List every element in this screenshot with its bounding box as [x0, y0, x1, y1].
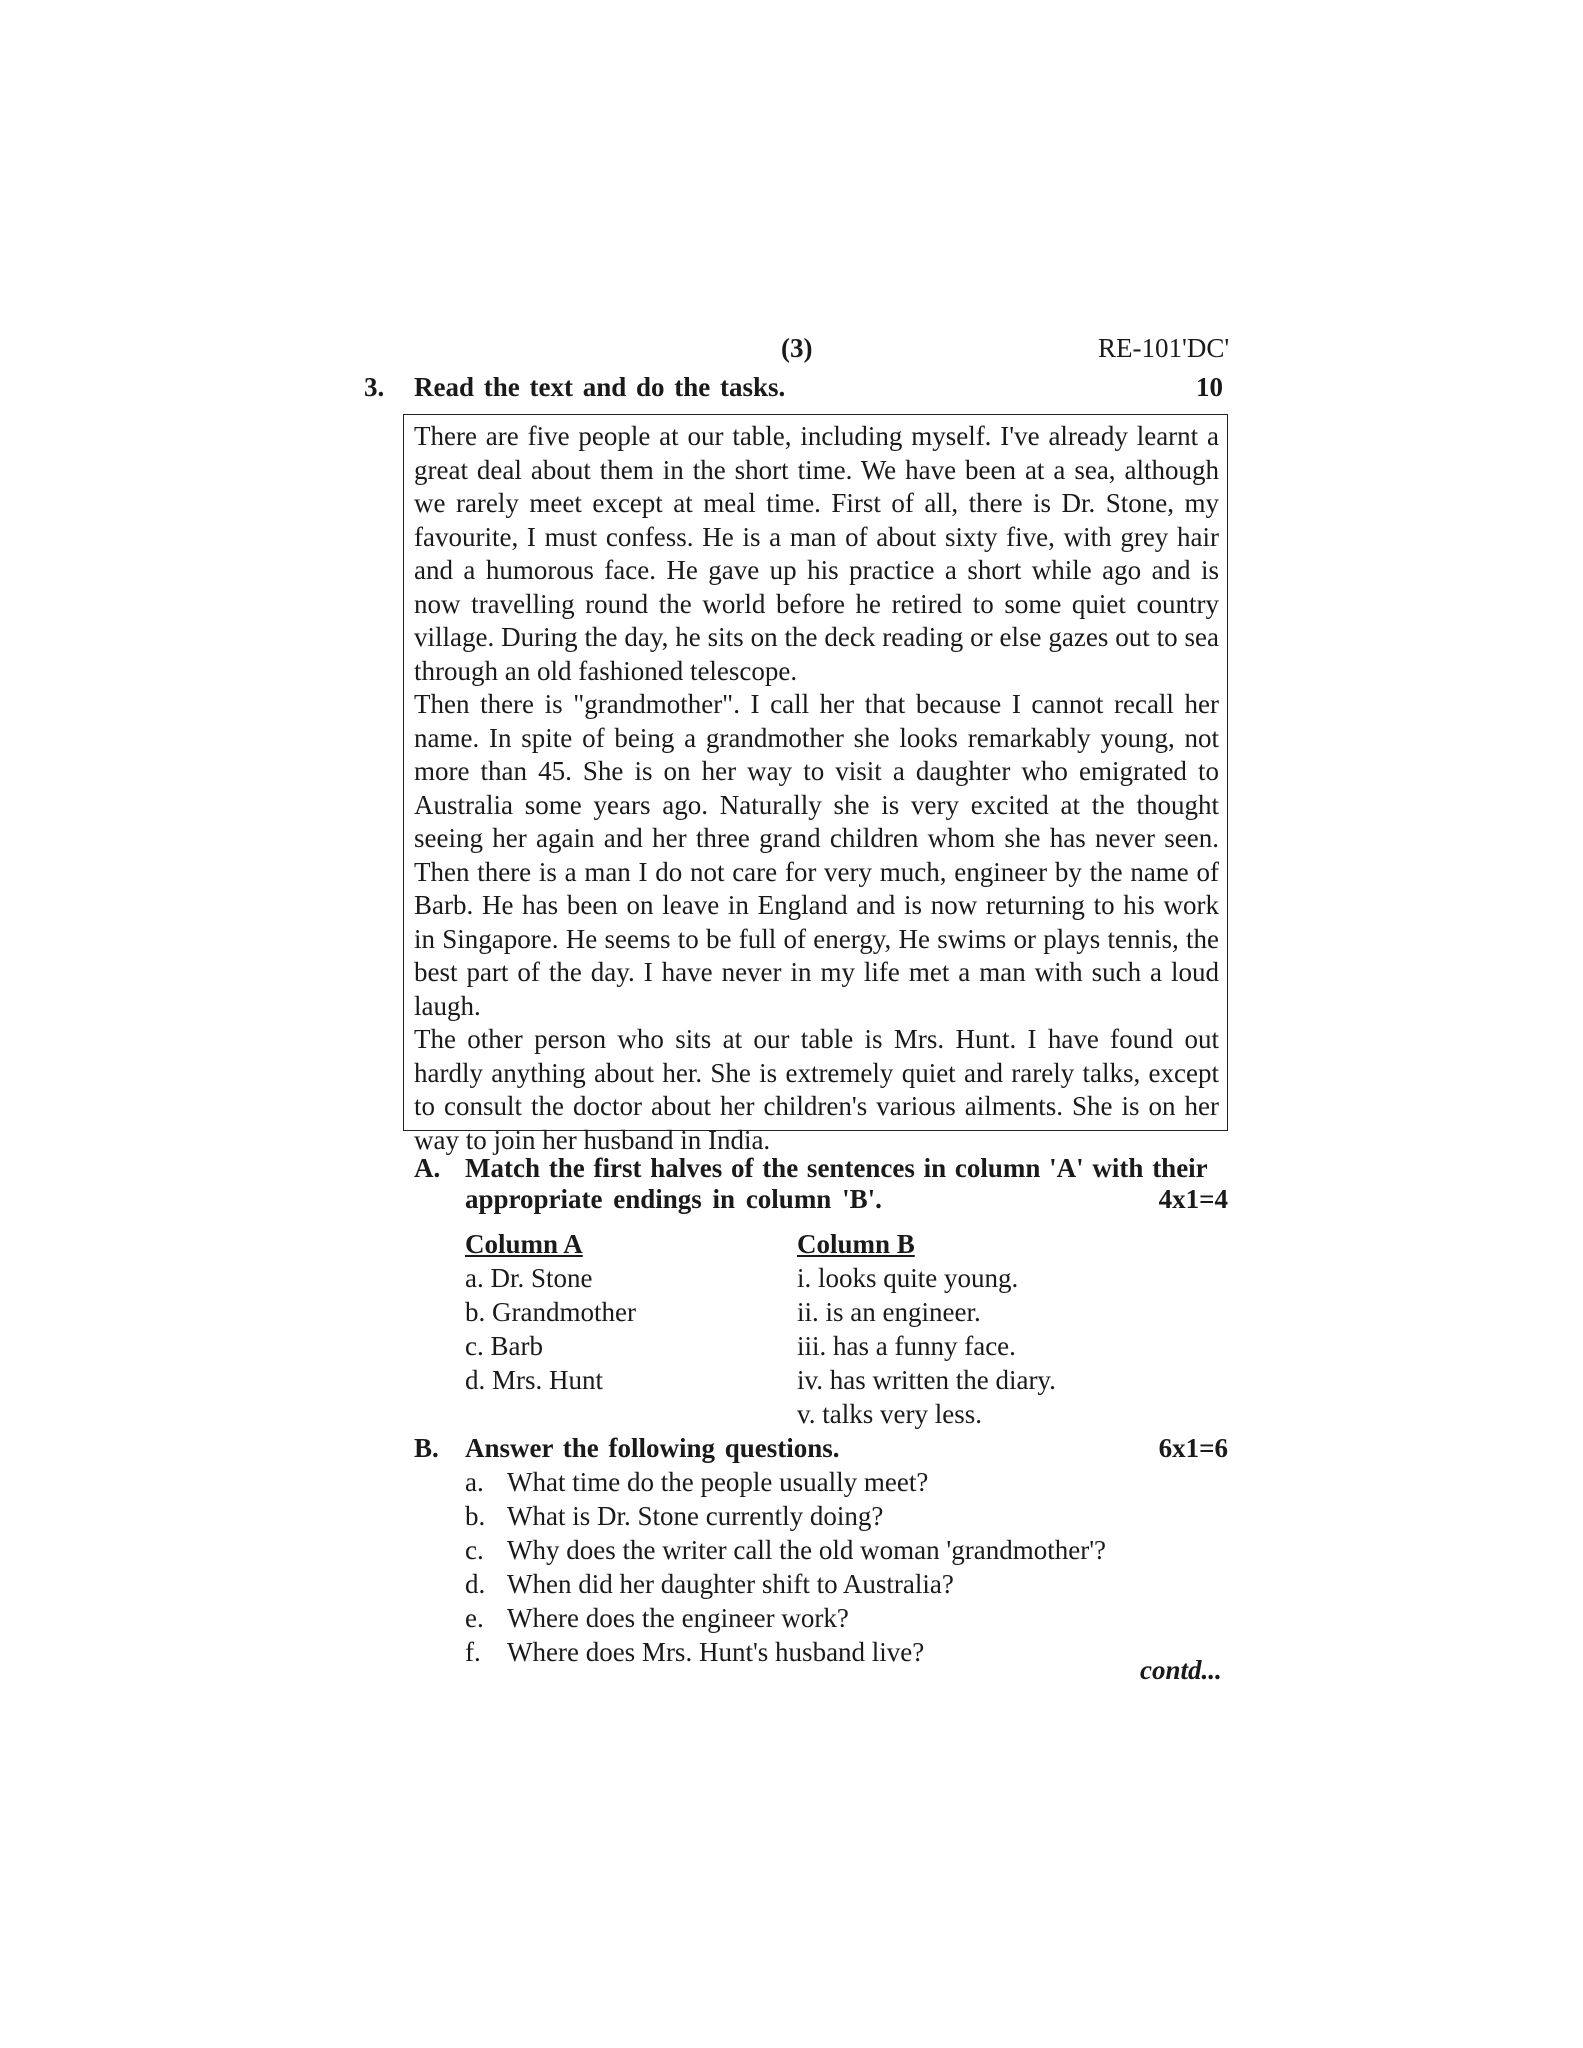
question-number: 3. [364, 372, 385, 402]
section-a-instruction-line2: appropriate endings in column 'B'. [465, 1184, 882, 1214]
question-text: Where does the engineer work? [507, 1603, 849, 1633]
column-b-item: ii. is an engineer. [797, 1297, 981, 1327]
question-marks: 10 [1196, 372, 1223, 402]
passage-paragraph: Then there is "grandmother". I call her that because I cannot recall her name. In spite of being a grandmother she looks remarkably young, not more than 45. She is on her way to visit a daughter who emigrated to Australia some years ago. Naturally she is very excited at the thought seeing her again and her three grand children whom she has never seen. Then there is a man I do not care for very much, engineer by the name of Barb. He has been on leave in England and is now returning to his work in Singapore. He seems to be full of energy, He swims or plays tennis, the best part of the day. I have never in my life met a man with such a loud laugh. [414, 689, 1219, 1021]
column-b-header: Column B [797, 1229, 915, 1259]
column-a-item: d. Mrs. Hunt [465, 1365, 604, 1395]
passage-paragraph: The other person who sits at our table is Mrs. Hunt. I have found out hardly anything about her. She is extremely quiet and rarely talks, except to consult the doctor about her children's various ailments. She is on her way to join her husband in India. [414, 1024, 1219, 1155]
question-letter: e. [465, 1603, 484, 1633]
section-b-marks: 6x1=6 [1158, 1433, 1228, 1463]
question-title: Read the text and do the tasks. [414, 372, 786, 402]
question-text: When did her daughter shift to Australia? [507, 1569, 954, 1599]
column-a-item: b. Grandmother [465, 1297, 636, 1327]
question-letter: f. [465, 1637, 481, 1667]
column-b-item: iv. has written the diary. [797, 1365, 1056, 1395]
continued-note: contd... [1140, 1655, 1222, 1685]
section-a-label: A. [414, 1153, 441, 1183]
section-b-label: B. [414, 1433, 439, 1463]
question-letter: a. [465, 1467, 484, 1497]
paper-code: RE-101'DC' [1098, 333, 1230, 363]
question-letter: b. [465, 1501, 486, 1531]
column-a-item: c. Barb [465, 1331, 543, 1361]
column-a-header: Column A [465, 1229, 583, 1259]
page-number: (3) [781, 333, 813, 363]
passage-paragraph: There are five people at our table, including myself. I've already learnt a great deal about them in the short time. We have been at a sea, although we rarely meet except at meal time. First of all, there is Dr. Stone, my favourite, I must confess. He is a man of about sixty five, with grey hair and a humorous face. He gave up his practice a short while ago and is now travelling round the world before he retired to some quiet country village. During the day, he sits on the deck reading or else gazes out to sea through an old fashioned telescope. [414, 421, 1219, 686]
section-a-instruction-line1: Match the first halves of the sentences in column 'A' with their [465, 1153, 1208, 1183]
section-b-instruction: Answer the following questions. [465, 1433, 840, 1463]
passage-text [414, 420, 1219, 1157]
section-a-marks: 4x1=4 [1158, 1184, 1228, 1214]
column-b-item: i. looks quite young. [797, 1263, 1019, 1293]
question-text: Why does the writer call the old woman 'grandmother'? [507, 1535, 1107, 1565]
question-letter: c. [465, 1535, 484, 1565]
column-a-item: a. Dr. Stone [465, 1263, 593, 1293]
column-b-item: v. talks very less. [797, 1399, 982, 1429]
question-text: What is Dr. Stone currently doing? [507, 1501, 884, 1531]
question-text: What time do the people usually meet? [507, 1467, 929, 1497]
question-letter: d. [465, 1569, 486, 1599]
question-text: Where does Mrs. Hunt's husband live? [507, 1637, 925, 1667]
column-b-item: iii. has a funny face. [797, 1331, 1016, 1361]
